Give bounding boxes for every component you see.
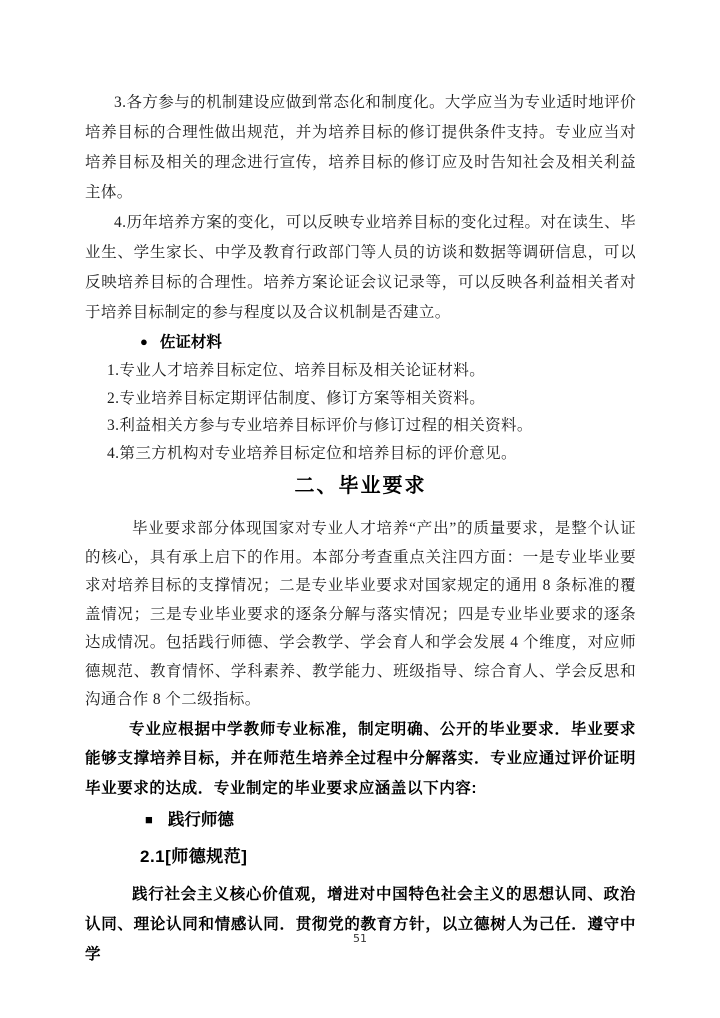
evidence-materials-heading (85, 328, 636, 357)
evidence-item-2: 2.专业培养目标定期评估制度、修订方案等相关资料。 (107, 389, 486, 407)
paragraph-mechanism-building: 3.各方参与的机制建设应做到常态化和制度化。大学应当为专业适时地评价培养目标的合理性做出规范，并为培养目标的修订提供条件支持。专业应当对培养目标及相关的理念进行宣传，培养目标的修订应及时告知社会及相关利益主体。 (85, 94, 636, 201)
evidence-item-4: 4.第三方机构对专业培养目标定位和培养目标的评价意见。 (107, 444, 517, 462)
page-content (85, 88, 636, 970)
paragraph-plan-changes: 4.历年培养方案的变化，可以反映专业培养目标的变化过程。对在读生、毕业生、学生家长、中学及教育行政部门等人员的访谈和数据等调研信息，可以反映培养目标的合理性。培养方案论证会议记录等，可以反映各利益相关者对于培养目标制定的参与程度以及合议机制是否建立。 (85, 214, 636, 321)
square-bullet-icon: ■ (145, 812, 153, 827)
subsection-heading-ethics-norms: 2.1[师德规范] (140, 847, 248, 866)
dimension-heading-teacher-ethics (85, 807, 636, 833)
circle-bullet-icon: ● (140, 334, 148, 349)
paragraph-graduation-intro: 毕业要求部分体现国家对专业人才培养“产出”的质量要求，是整个认证的核心，具有承上启下的作用。本部分考查重点关注四方面：一是专业毕业要求对培养目标的支撑情况；二是专业毕业要求对国家规定的通用 8 条标准的覆盖情况；三是专业毕业要求的逐条分解与落实情况；四是专业毕业要求的逐条达成情况。包括践行师德、学会教学、学会育人和学会发展 4 个维度，对应师德规范、教育情怀、学科素养、教学能力、班级指导、综合育人、学会反思和沟通合作 8 个二级指标。 (85, 520, 636, 708)
paragraph-requirement-statement: 专业应根据中学教师专业标准，制定明确、公开的毕业要求．毕业要求能够支撑培养目标，并在师范生培养全过程中分解落实．专业应通过评价证明毕业要求的达成．专业制定的毕业要求应涵盖以下内容: (85, 720, 636, 797)
evidence-item-3: 3.利益相关方参与专业培养目标评价与修订过程的相关资料。 (107, 417, 533, 434)
dimension-label: 践行师德 (167, 811, 234, 829)
page-number: 51 (353, 932, 367, 945)
paragraph-ethics-standard: 践行社会主义核心价值观，增进对中国特色社会主义的思想认同、政治认同、理论认同和情感认同．贯彻党的教育方针，以立德树人为己任．遵守中学 (85, 886, 636, 963)
section-heading-graduation-requirements: 二、毕业要求 (294, 475, 427, 497)
evidence-item-1: 1.专业人才培养目标定位、培养目标及相关论证材料。 (107, 362, 486, 379)
evidence-materials-label: 佐证材料 (159, 334, 222, 351)
